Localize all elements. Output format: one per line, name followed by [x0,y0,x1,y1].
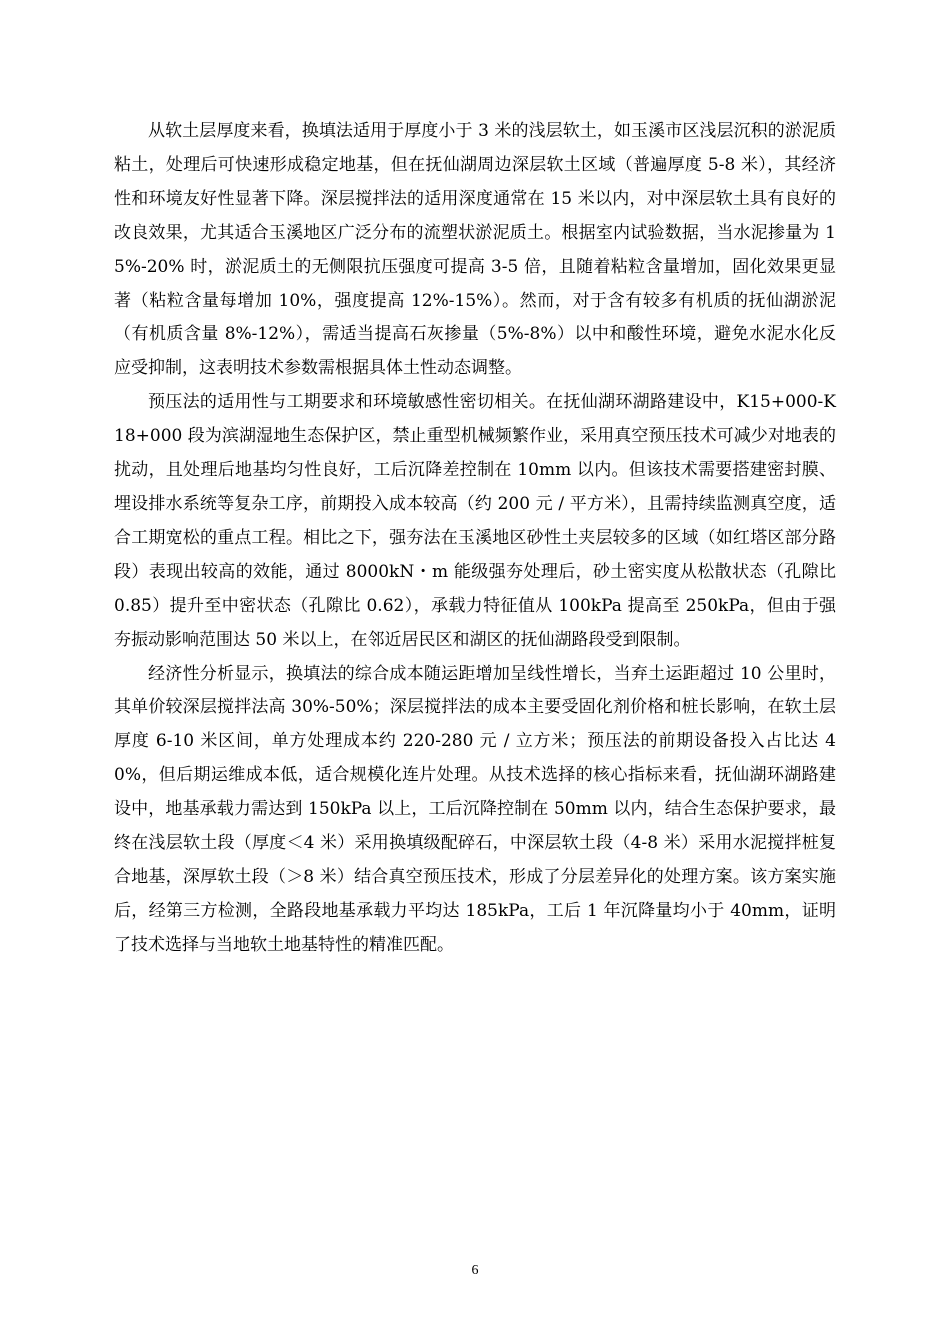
paragraph-1: 从软土层厚度来看，换填法适用于厚度小于 3 米的浅层软土，如玉溪市区浅层沉积的淤泥质粘土，处理后可快速形成稳定地基，但在抚仙湖周边深层软土区域（普遍厚度 5-8 米），其经济性和环境友好性显著下降。深层搅拌法的适用深度通常在 15 米以内，对中深层软土具有良好的改良效果，尤其适合玉溪地区广泛分布的流塑状淤泥质土。根据室内试验数据，当水泥掺量为 15%-20% 时，淤泥质土的无侧限抗压强度可提高 3-5 倍，且随着粘粒含量增加，固化效果更显著（粘粒含量每增加 10%，强度提高 12%-15%）。然而，对于含有较多有机质的抚仙湖淤泥（有机质含量 8%-12%），需适当提高石灰掺量（5%-8%）以中和酸性环境，避免水泥水化反应受抑制，这表明技术参数需根据具体土性动态调整。 [114,121,836,379]
body-text [114,115,836,963]
page-number: 6 [471,1263,479,1278]
paragraph-3: 经济性分析显示，换填法的综合成本随运距增加呈线性增长，当弃土运距超过 10 公里时，其单价较深层搅拌法高 30%-50%；深层搅拌法的成本主要受固化剂价格和桩长影响，在软土层厚度 6-10 米区间，单方处理成本约 220-280 元 / 立方米；预压法的前期设备投入占比达 40%，但后期运维成本低，适合规模化连片处理。从技术选择的核心指标来看，抚仙湖环湖路建设中，地基承载力需达到 150kPa 以上，工后沉降控制在 50mm 以内，结合生态保护要求，最终在浅层软土段（厚度＜4 米）采用换填级配碎石，中深层软土段（4-8 米）采用水泥搅拌桩复合地基，深厚软土段（＞8 米）结合真空预压技术，形成了分层差异化的处理方案。该方案实施后，经第三方检测，全路段地基承载力平均达 185kPa，工后 1 年沉降量均小于 40mm，证明了技术选择与当地软土地基特性的精准匹配。 [114,663,836,955]
paragraph-2: 预压法的适用性与工期要求和环境敏感性密切相关。在抚仙湖环湖路建设中，K15+000-K18+000 段为滨湖湿地生态保护区，禁止重型机械频繁作业，采用真空预压技术可减少对地表的扰动，且处理后地基均匀性良好，工后沉降差控制在 10mm 以内。但该技术需要搭建密封膜、埋设排水系统等复杂工序，前期投入成本较高（约 200 元 / 平方米），且需持续监测真空度，适合工期宽松的重点工程。相比之下，强夯法在玉溪地区砂性土夹层较多的区域（如红塔区部分路段）表现出较高的效能，通过 8000kN・m 能级强夯处理后，砂土密实度从松散状态（孔隙比 0.85）提升至中密状态（孔隙比 0.62），承载力特征值从 100kPa 提高至 250kPa，但由于强夯振动影响范围达 50 米以上，在邻近居民区和湖区的抚仙湖路段受到限制。 [114,392,836,650]
